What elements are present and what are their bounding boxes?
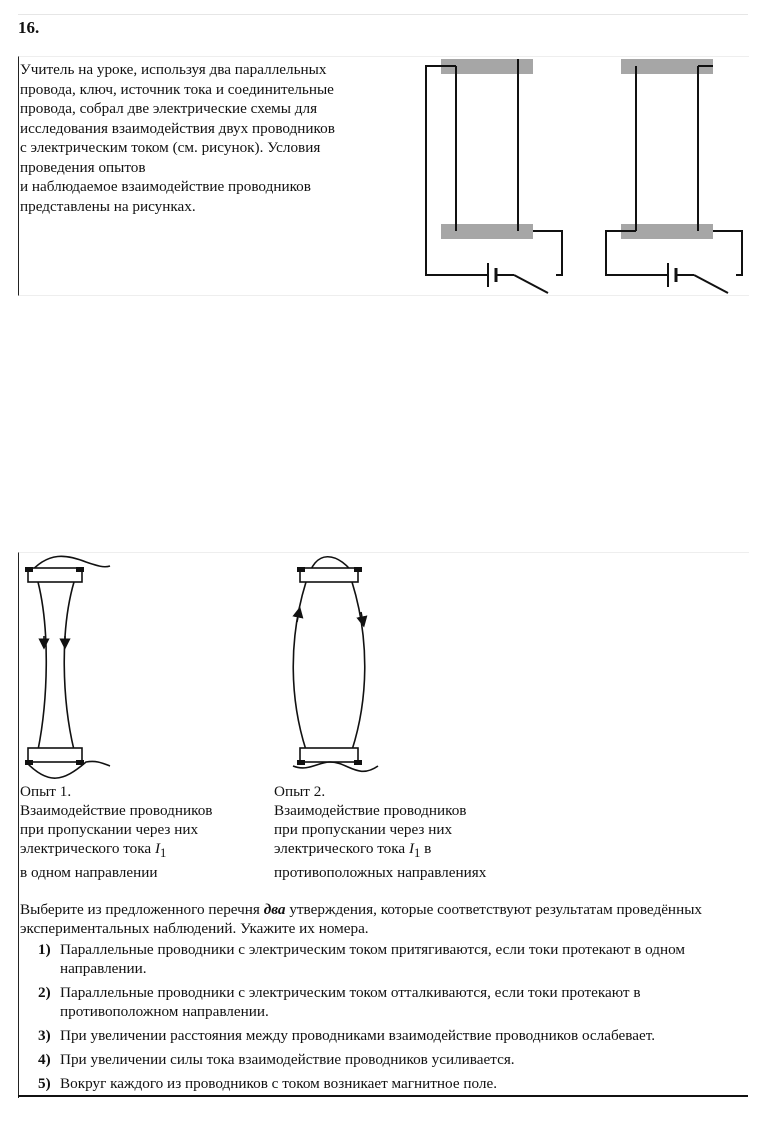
bottom-holder-1 (441, 224, 533, 239)
lead-right-1 (533, 231, 562, 275)
answer-options (20, 940, 745, 1098)
experiment-1-caption (20, 782, 265, 882)
exp2-bottom-arc (293, 762, 378, 771)
caption-text: в (420, 840, 432, 857)
intro-line: и наблюдаемое взаимодействие проводников (20, 178, 311, 195)
exp2-top-clamp-right (354, 567, 362, 572)
exp2-wire-right (352, 582, 365, 750)
switch-blade-2 (694, 275, 728, 293)
experiment-2-line (274, 839, 534, 863)
experiment-2-figure (293, 557, 378, 772)
exp1-top-holder (28, 568, 82, 582)
option-text: При увеличении расстояния между проводниками взаимодействие проводников ослабевает. (60, 1027, 656, 1044)
intro-line: провода, ключ, источник тока и соединительные (20, 80, 334, 98)
exp2-bottom-clamp-right (354, 760, 362, 765)
option-text: Параллельные проводники с электрическим током притягиваются, если токи протекают в одном направлении. (60, 941, 686, 977)
exp1-top-clamp-left (25, 567, 33, 572)
exp1-top-clamp-right (76, 567, 84, 572)
option-number: 5) (38, 1075, 51, 1092)
task-intro (20, 60, 410, 216)
question-text (20, 900, 740, 938)
option-number: 4) (38, 1051, 51, 1068)
option-number: 2) (38, 984, 51, 1001)
option-text: Параллельные проводники с электрическим током отталкиваются, если токи протекают в противоположном направлении. (60, 984, 641, 1020)
option-number: 1) (38, 941, 51, 958)
intro-line: Учитель на уроке, используя два параллельных (20, 61, 327, 78)
experiment-2-title: Опыт 2. (274, 783, 326, 800)
question-emphasis: два (263, 901, 286, 918)
circuit-2 (606, 59, 742, 293)
intro-line: представлены на рисунках. (20, 197, 196, 215)
exp2-bottom-holder (300, 748, 358, 762)
experiment-2-line: при пропускании через них (274, 821, 453, 838)
switch-blade-1 (514, 275, 548, 293)
caption-text: электрического тока (274, 840, 409, 857)
option-text: Вокруг каждого из проводников с током возникает магнитное поле. (60, 1075, 497, 1092)
top-rule (18, 14, 748, 15)
current-subscript: 1 (160, 846, 167, 861)
experiment-1-figure (25, 556, 110, 778)
experiment-2-line: противоположных направлениях (274, 864, 487, 882)
current-subscript: 1 (414, 846, 421, 861)
option-2 (20, 983, 745, 1021)
bottom-rule (18, 1095, 748, 1097)
exp2-arrow-left (297, 612, 299, 622)
experiment-2-caption (274, 782, 534, 882)
exp2-wire-left (293, 582, 306, 750)
option-number: 3) (38, 1027, 51, 1044)
current-symbol: I (154, 840, 161, 857)
experiment-1-title: Опыт 1. (20, 783, 72, 800)
exp2-bottom-clamp-left (297, 760, 305, 765)
current-symbol: I (408, 840, 415, 857)
exp2-top-holder (300, 568, 358, 582)
circuit-1 (426, 59, 562, 293)
circuit-diagrams (420, 56, 750, 294)
intro-line: с электрическим током (см. рисунок). Условия (20, 139, 321, 156)
experiment-figures (18, 550, 398, 782)
caption-text: электрического тока (20, 840, 155, 857)
option-5 (20, 1074, 745, 1093)
experiment-1-line (20, 839, 265, 863)
intro-line: исследования взаимодействия двух проводников (20, 119, 335, 137)
question-suffix: утверждения, которые соответствуют результатам проведённых экспериментальных наблюдений. Укажите их номера. (20, 901, 702, 937)
lead-right-2 (713, 231, 742, 275)
question-prefix: Выберите из предложенного перечня (20, 901, 264, 918)
exp2-top-clamp-left (297, 567, 305, 572)
exp1-wire-left (38, 582, 46, 750)
experiment-1-line: Взаимодействие проводников (20, 802, 213, 819)
task-number: 16. (18, 18, 40, 37)
experiment-1-line: в одном направлении (20, 864, 158, 882)
exp1-bottom-arc (26, 761, 110, 778)
option-3 (20, 1026, 745, 1045)
option-1 (20, 940, 745, 978)
experiment-1-line: при пропускании через них (20, 821, 199, 838)
intro-line: провода, собрал две электрические схемы для (20, 100, 318, 117)
intro-line: проведения опытов (20, 158, 146, 176)
exp1-bottom-holder (28, 748, 82, 762)
experiment-2-line: Взаимодействие проводников (274, 802, 467, 819)
option-text: При увеличении силы тока взаимодействие проводников усиливается. (60, 1051, 515, 1068)
exp1-wire-right (64, 582, 74, 750)
option-4 (20, 1050, 745, 1069)
